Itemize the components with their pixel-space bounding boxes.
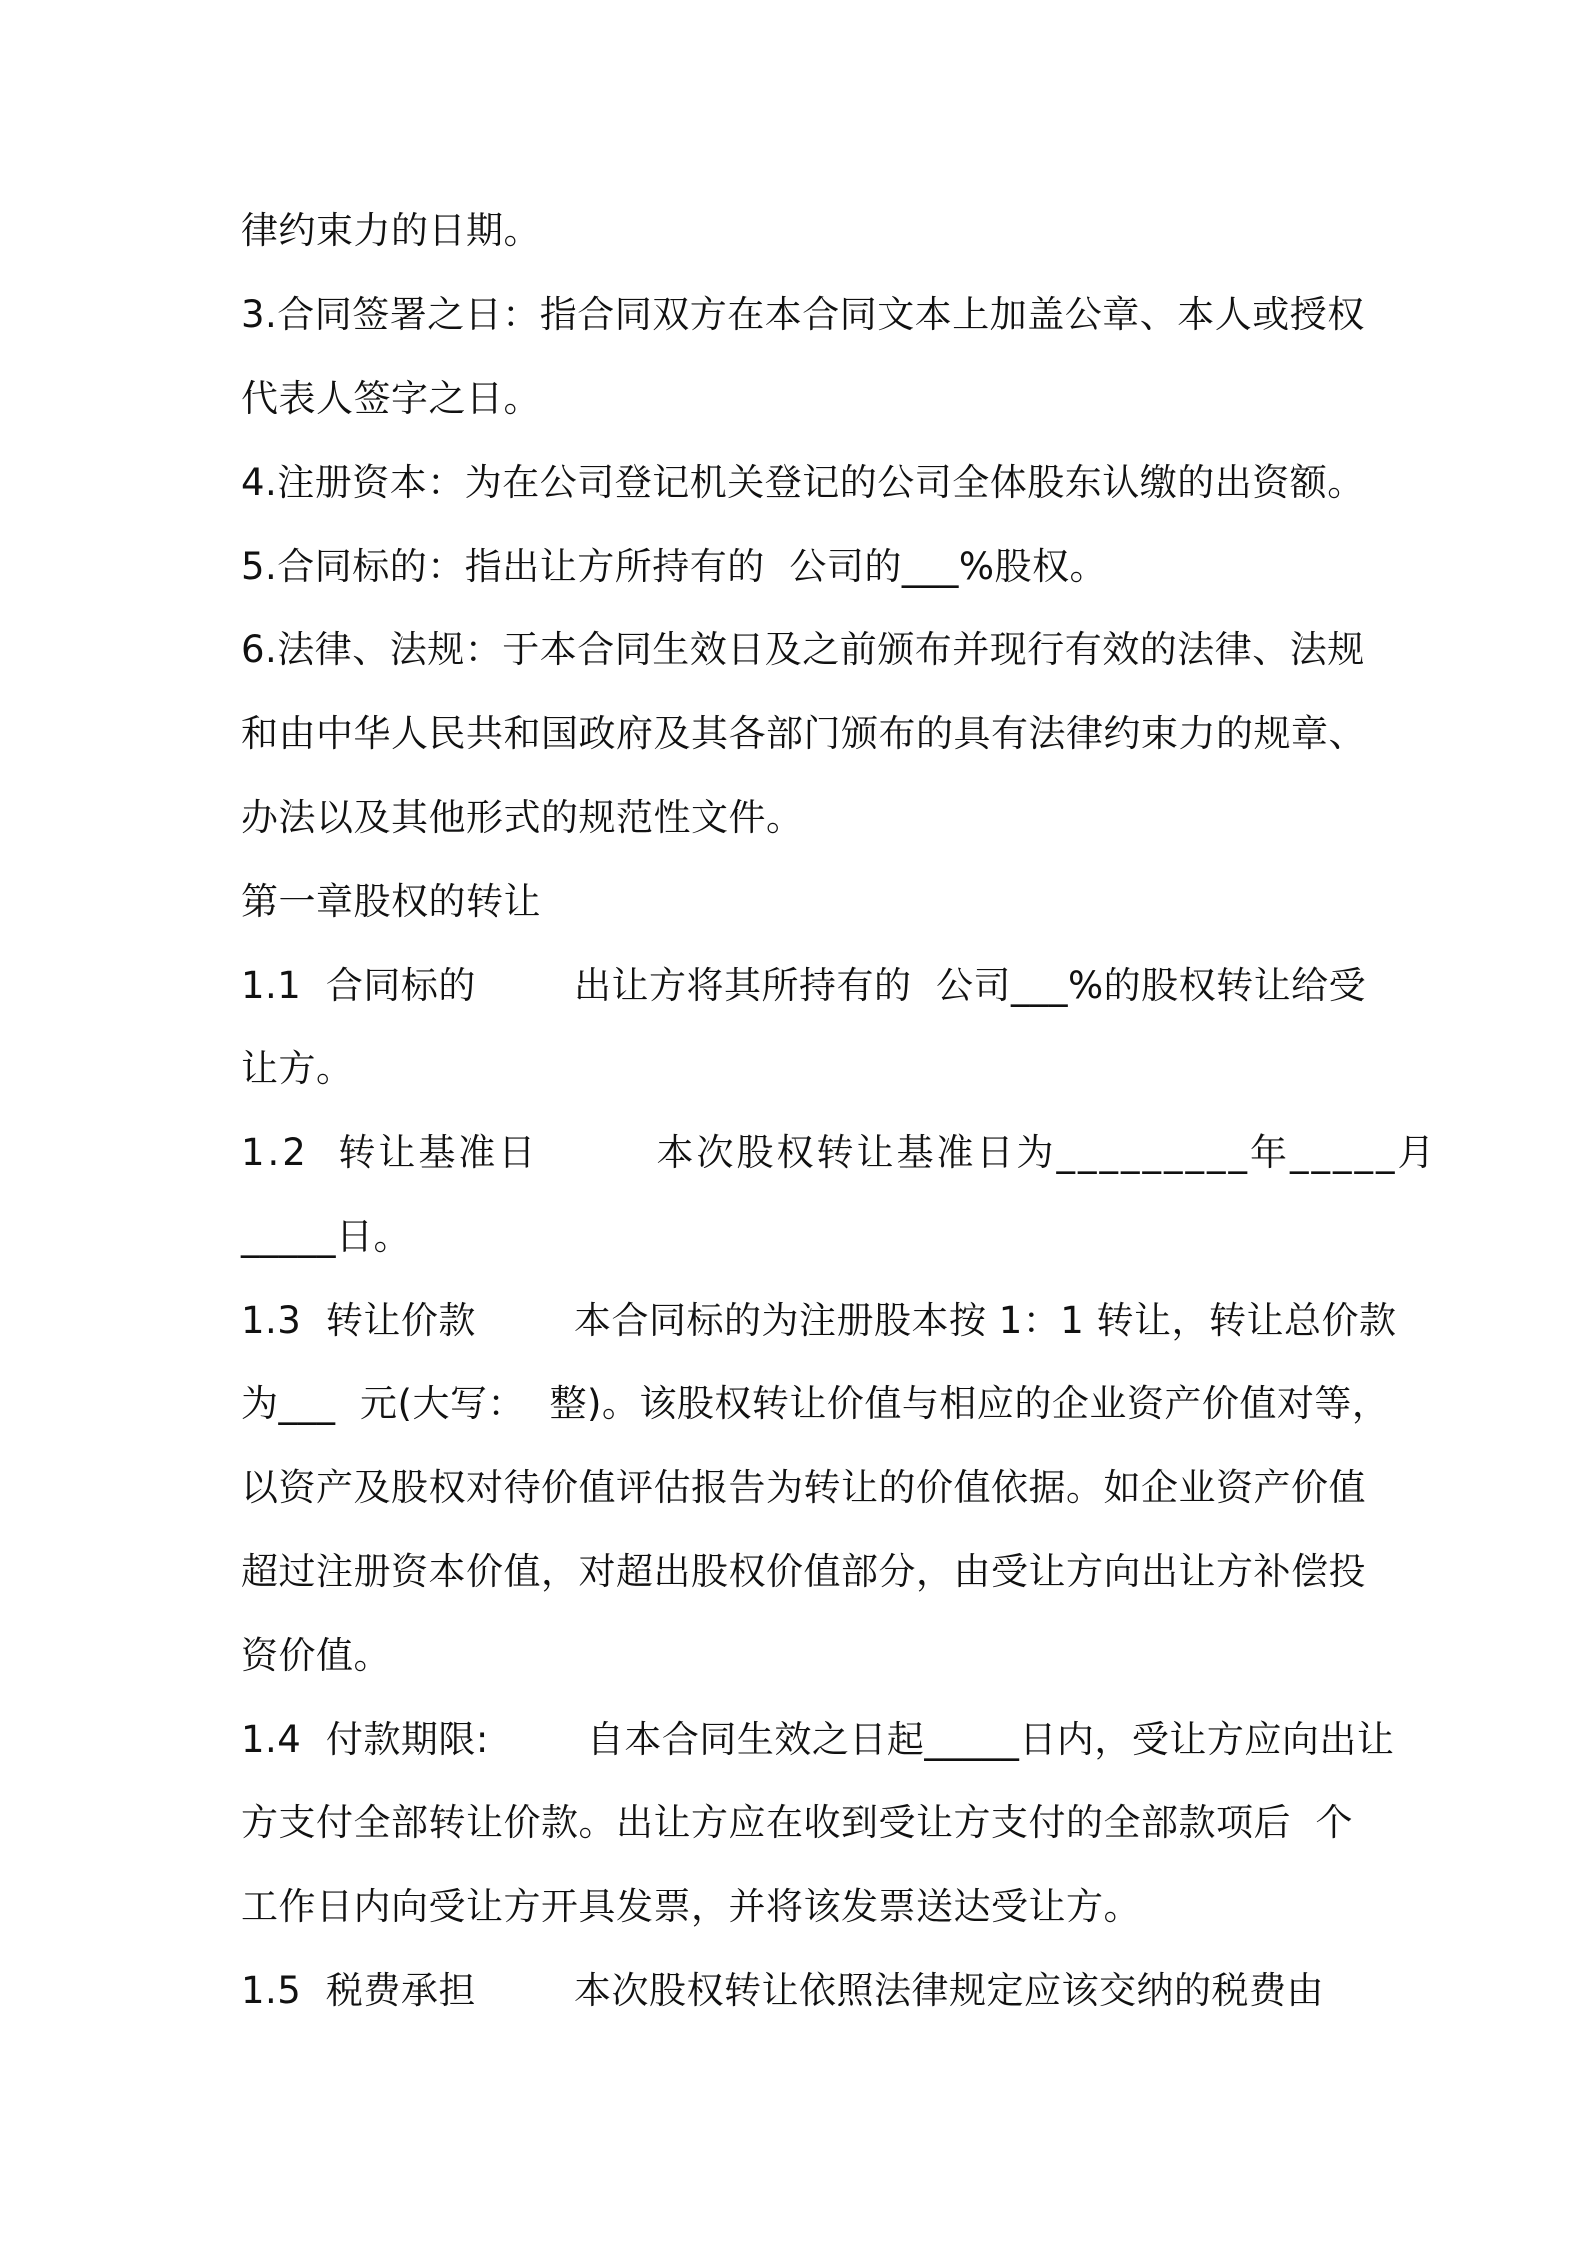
text-line: 以资产及股权对待价值评估报告为转让的价值依据。如企业资产价值	[241, 1466, 1366, 1509]
text-line: 1.4 付款期限: 自本合同生效之日起_____日内，受让方应向出让	[241, 1718, 1395, 1761]
text-line: 5.合同标的：指出让方所持有的 公司的___%股权。	[241, 545, 1107, 588]
text-line: 1.5 税费承担 本次股权转让依照法律规定应该交纳的税费由	[241, 1969, 1324, 2012]
text-line: 1.3 转让价款 本合同标的为注册股本按 1：1 转让，转让总价款	[241, 1299, 1397, 1342]
text-line: 6.法律、法规：于本合同生效日及之前颁布并现行有效的法律、法规	[241, 628, 1365, 671]
text-line: 1.1 合同标的 出让方将其所持有的 公司___%的股权转让给受	[241, 964, 1367, 1007]
text-line: 为___ 元(大写： 整)。该股权转让价值与相应的企业资产价值对等，	[241, 1382, 1390, 1425]
text-line: 3.合同签署之日：指合同双方在本合同文本上加盖公章、本人或授权	[241, 293, 1365, 336]
text-line: 让方。	[241, 1047, 354, 1090]
text-line: 4.注册资本：为在公司登记机关登记的公司全体股东认缴的出资额。	[241, 461, 1365, 504]
text-line: 律约束力的日期。	[241, 209, 541, 252]
text-line: 办法以及其他形式的规范性文件。	[241, 796, 804, 839]
text-line: 和由中华人民共和国政府及其各部门颁布的具有法律约束力的规章、	[241, 712, 1366, 755]
text-line: 工作日内向受让方开具发票，并将该发票送达受让方。	[241, 1885, 1141, 1928]
text-line: 资价值。	[241, 1634, 391, 1677]
text-line: 方支付全部转让价款。出让方应在收到受让方支付的全部款项后 个	[241, 1801, 1354, 1844]
text-line: 超过注册资本价值，对超出股权价值部分，由受让方向出让方补偿投	[241, 1550, 1366, 1593]
text-line: 1.2 转让基准日 本次股权转让基准日为_________年_____月	[241, 1131, 1438, 1174]
chapter-heading: 第一章股权的转让	[241, 880, 541, 923]
text-line: 代表人签字之日。	[241, 377, 541, 420]
text-line: _____日。	[241, 1215, 411, 1258]
